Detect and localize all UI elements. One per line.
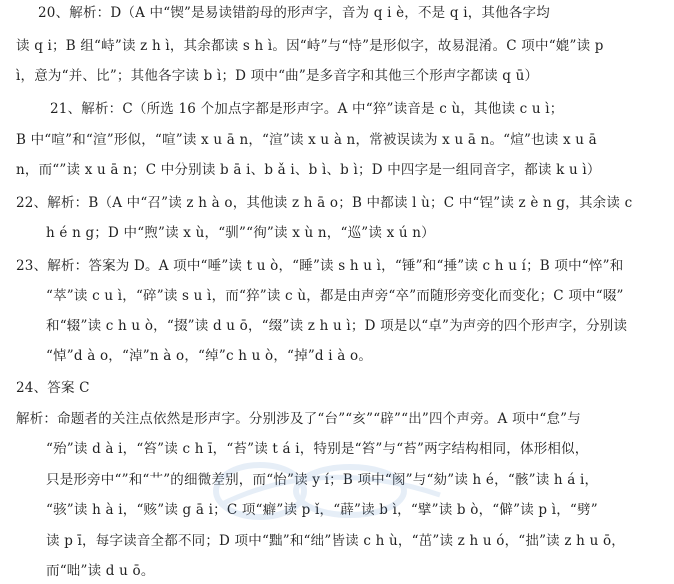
text-line-11: 和“辍”读 c h u ò，“掇”读 d u ō，“缀”读 z h u ì；D 项是以“卓”为声旁的四个形声字，分别读 — [46, 318, 628, 334]
text-line-9: 23、解析：答案为 D。A 项中“唾”读 t u ò，“睡”读 s h u ì，“锤”和“捶”读 c h u í；B 项中“悴”和 — [16, 258, 624, 274]
text-line-12: “悼”d à o，“淖”n à o，“绰”c h u ò，“掉”d i à o。 — [46, 348, 373, 364]
text-line-14: 解析：命题者的关注点依然是形声字。分别涉及了“台”“亥”“辟”“出”四个声旁。A 项中“怠”与 — [16, 411, 581, 427]
text-line-4: 21、解析：C（所选 16 个加点字都是形声字。A 中“猝”读音是 c ù，其他读 c u ì； — [50, 101, 564, 117]
text-line-13: 24、答案 C — [16, 380, 90, 396]
text-line-1: 20、解析：D（A 中“锲”是易读错韵母的形声字，音为 q i è，不是 q i，其他各字均 — [38, 5, 550, 21]
text-line-2: 读 q i；B 组“峙”读 z h ì，其余都读 s h ì。因“峙”与“恃”是形似字，故易混淆。C 项中“媲”读 p — [16, 38, 604, 54]
text-line-16: 只是形旁中“”和“艹”的细微差别，而“怡”读 y í；B 项中“阂”与“劾”读 h é，“骸”读 h á i， — [46, 472, 599, 488]
text-line-6: n，而“”读 x u ā n；C 中分别读 b ā i、b ǎ i、b ì、b ì；D 中四字是一组同音字，都读 k u ì） — [16, 162, 601, 178]
text-line-19: 而“咄”读 d u ō。 — [46, 563, 155, 579]
text-line-5: B 中“喧”和“渲”形似，“喧”读 x u ā n，“渲”读 x u à n，常被误读为 x u ā n。“煊”也读 x u ā — [16, 132, 597, 148]
text-line-8: h é n g；D 中“煦”读 x ù，“驯”“徇”读 x ù n，“巡”读 x ú n） — [46, 225, 435, 241]
text-line-18: 读 p ī，每字读音全都不同；D 项中“黜”和“绌”皆读 c h ù，“茁”读 z h u ó，“拙”读 z h u ō， — [46, 533, 625, 549]
text-line-17: “骇”读 h à i，“赅”读 g ā i；C 项“癖”读 p ǐ，“薜”读 b ì，“擘”读 b ò，“僻”读 p ì，“劈” — [46, 502, 598, 518]
text-line-10: “萃”读 c u ì，“碎”读 s u ì，而“猝”读 c ù，都是由声旁“卒”而随形旁变化而变化；C 项中“啜” — [46, 288, 624, 304]
text-line-3: ì，意为“并、比”；其他各字读 b ì；D 项中“曲”是多音字和其他三个形声字都读 q ū） — [16, 68, 539, 84]
text-line-15: “殆”读 d à i，“笞”读 c h ī，“苔”读 t á i，特别是“笞”与“苔”两字结构相同，体形相似， — [46, 441, 589, 457]
text-line-7: 22、解析：B（A 中“召”读 z h à o，其他读 z h ā o；B 中都读 l ù；C 中“锃”读 z è n g，其余读 c — [16, 195, 633, 211]
